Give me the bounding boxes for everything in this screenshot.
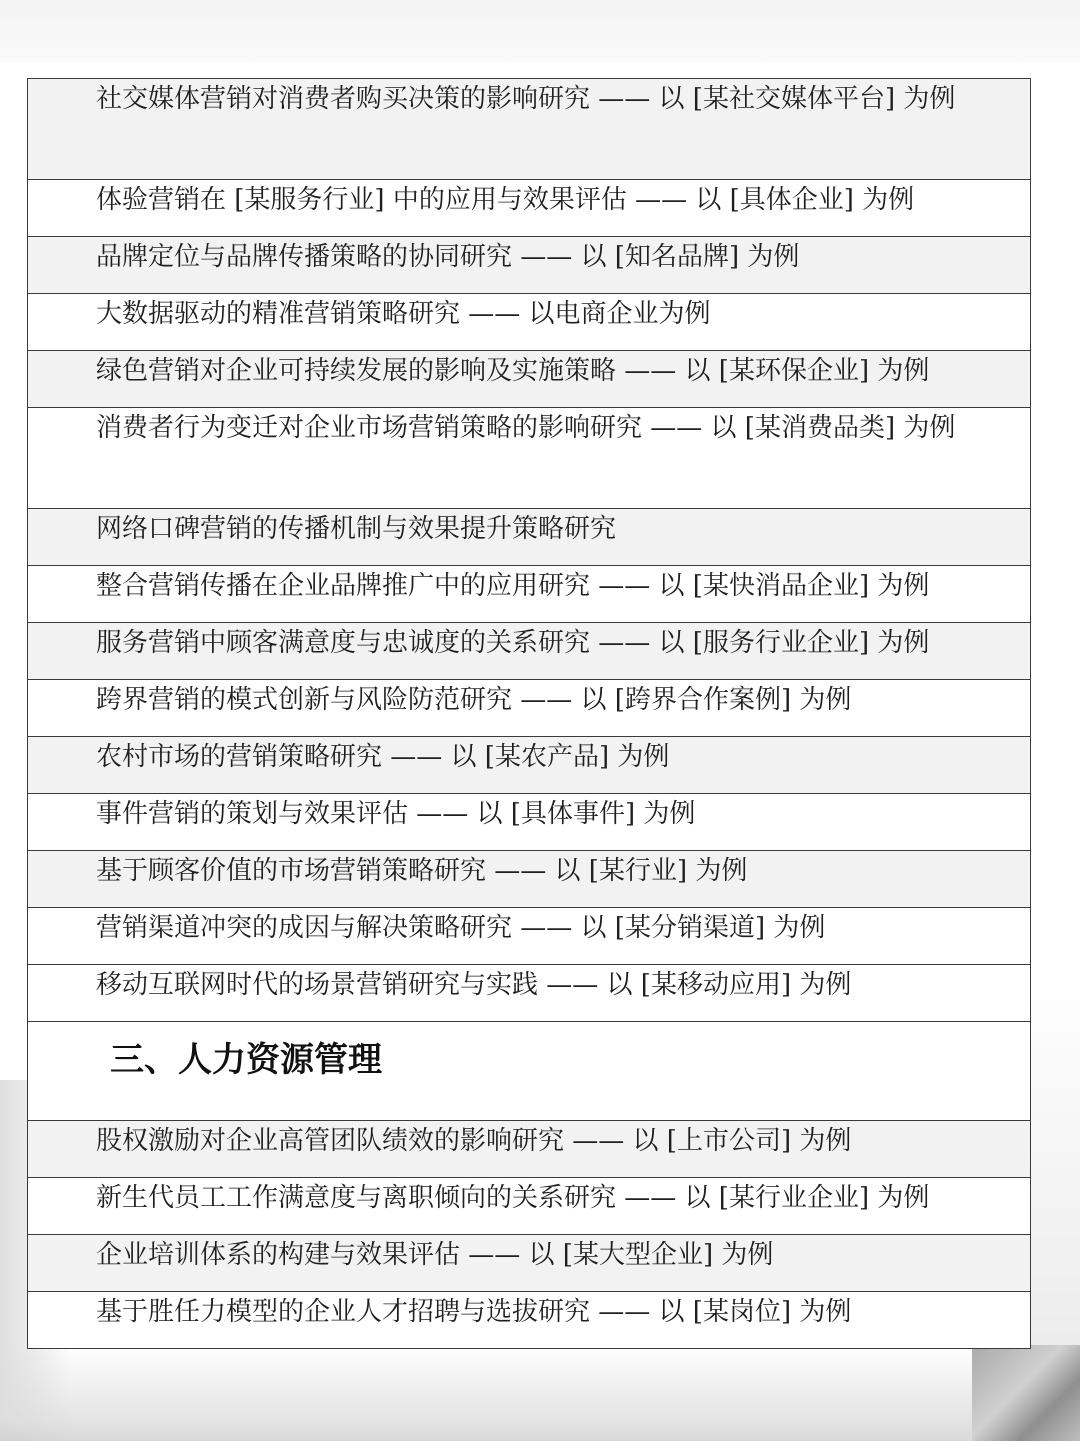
topic-text: 绿色营销对企业可持续发展的影响及实施策略 —— 以 [某环保企业] 为例 [96, 356, 930, 386]
table-cell [28, 351, 1031, 408]
table-cell [28, 1121, 1031, 1178]
topic-text: 体验营销在 [某服务行业] 中的应用与效果评估 —— 以 [具体企业] 为例 [96, 185, 915, 215]
topic-text: 基于胜任力模型的企业人才招聘与选拔研究 —— 以 [某岗位] 为例 [96, 1297, 852, 1327]
table-row [28, 1121, 1031, 1178]
table-row [28, 623, 1031, 680]
topic-text: 大数据驱动的精准营销策略研究 —— 以电商企业为例 [96, 299, 711, 329]
table-row [28, 680, 1031, 737]
table-cell [28, 509, 1031, 566]
topic-text: 品牌定位与品牌传播策略的协同研究 —— 以 [知名品牌] 为例 [96, 242, 800, 272]
topic-text: 股权激励对企业高管团队绩效的影响研究 —— 以 [上市公司] 为例 [96, 1126, 852, 1156]
page-top-band [0, 0, 1080, 62]
section-title: 三、人力资源管理 [110, 1040, 382, 1080]
table-cell [28, 794, 1031, 851]
table-cell [28, 294, 1031, 351]
table-row [28, 180, 1031, 237]
table-cell [28, 408, 1031, 509]
table-cell [28, 180, 1031, 237]
table-row [28, 794, 1031, 851]
topic-text: 农村市场的营销策略研究 —— 以 [某农产品] 为例 [96, 742, 670, 772]
background-bottom-shade [0, 1345, 1080, 1441]
table-row [28, 408, 1031, 509]
table-row [28, 965, 1031, 1022]
topic-text: 基于顾客价值的市场营销策略研究 —— 以 [某行业] 为例 [96, 856, 748, 886]
topic-text: 企业培训体系的构建与效果评估 —— 以 [某大型企业] 为例 [96, 1240, 774, 1270]
table-row [28, 1235, 1031, 1292]
topic-text: 消费者行为变迁对企业市场营销策略的影响研究 —— 以 [某消费品类] 为例 [96, 413, 956, 443]
table-cell [28, 680, 1031, 737]
table-row [28, 237, 1031, 294]
table-cell [28, 1235, 1031, 1292]
background-right-margin [1030, 1000, 1080, 1345]
topic-text: 网络口碑营销的传播机制与效果提升策略研究 [96, 514, 617, 544]
table-row [28, 1178, 1031, 1235]
topic-text: 事件营销的策划与效果评估 —— 以 [具体事件] 为例 [96, 799, 696, 829]
table-row [28, 294, 1031, 351]
table-cell [28, 79, 1031, 180]
table-cell [28, 623, 1031, 680]
topic-text: 营销渠道冲突的成因与解决策略研究 —— 以 [某分销渠道] 为例 [96, 913, 826, 943]
background-corner-texture [972, 1345, 1080, 1441]
table-cell [28, 851, 1031, 908]
table-row [28, 351, 1031, 408]
table-cell [28, 908, 1031, 965]
table-row [28, 851, 1031, 908]
section-header-row [28, 1022, 1031, 1121]
topic-text: 新生代员工工作满意度与离职倾向的关系研究 —— 以 [某行业企业] 为例 [96, 1183, 930, 1213]
table-row [28, 737, 1031, 794]
table-cell [28, 566, 1031, 623]
table-row [28, 566, 1031, 623]
table-cell [28, 1292, 1031, 1349]
table-cell [28, 965, 1031, 1022]
topic-text: 社交媒体营销对消费者购买决策的影响研究 —— 以 [某社交媒体平台] 为例 [96, 84, 956, 114]
topic-text: 移动互联网时代的场景营销研究与实践 —— 以 [某移动应用] 为例 [96, 970, 852, 1000]
topic-text: 服务营销中顾客满意度与忠诚度的关系研究 —— 以 [服务行业企业] 为例 [96, 628, 930, 658]
table-cell [28, 1022, 1031, 1121]
table-cell [28, 237, 1031, 294]
table-row [28, 509, 1031, 566]
topic-table [27, 78, 1031, 1349]
table-row [28, 908, 1031, 965]
table-row [28, 1292, 1031, 1349]
topic-text: 整合营销传播在企业品牌推广中的应用研究 —— 以 [某快消品企业] 为例 [96, 571, 930, 601]
table-cell [28, 737, 1031, 794]
topic-text: 跨界营销的模式创新与风险防范研究 —— 以 [跨界合作案例] 为例 [96, 685, 852, 715]
table-cell [28, 1178, 1031, 1235]
table-row [28, 79, 1031, 180]
